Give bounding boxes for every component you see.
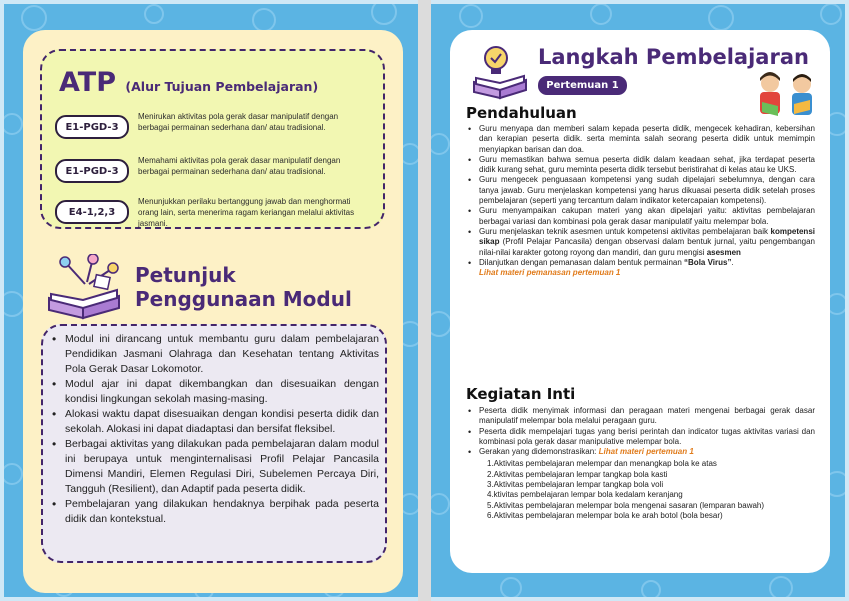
bold-term: asesmen xyxy=(706,247,741,257)
meeting-badge: Pertemuan 1 xyxy=(538,76,627,95)
atp-item xyxy=(55,111,375,151)
list-item: • Modul ini dirancang untuk membantu guru dalam pembelajaran Pendidikan Jasmani Olahraga dan Kesehatan tentang Aktivitas Pola Gerak Dasar Lokomotor. xyxy=(51,332,379,377)
step-item: 3.Aktivitas pembelajaran lempar tangkap bola voli xyxy=(487,480,664,490)
left-content-card xyxy=(23,30,403,593)
pendahuluan-heading: Pendahuluan xyxy=(466,104,577,122)
warmup-material-link[interactable]: Lihat materi pemanasan pertemuan 1 xyxy=(479,268,621,278)
atp-item-text: Menunjukkan perilaku bertanggung jawab dan menghormati orang lain, serta menerima ragam keriangan melalui aktivitas jasmani. xyxy=(138,197,355,228)
list-item: • Guru menyampaikan cakupan materi yang akan dipelajari yaitu: aktivitas pembelajaran berbagai variasi dan kombinasi pola gerak dasar manipulatif yaitu melempar bola. xyxy=(467,206,815,227)
list-item: • Guru memastikan bahwa semua peserta didik dalam keadaan sehat, jika terdapat peserta didik kurang sehat, guru meminta peserta didik tersebut beristirahat di kelas atau ke UKS. xyxy=(467,155,815,176)
left-page xyxy=(4,4,418,597)
list-item: • Guru menyapa dan memberi salam kepada peserta didik, mengecek kehadiran, kebersihan dan kerapian peserta didik. serta meminta salah seorang peserta didik untuk memimpin menyiapkan barisan dan doa. xyxy=(467,124,815,155)
atp-item-text: Menirukan aktivitas pola gerak dasar manipulatif dengan berbagai permainan sederhana dan/ atau tradisional. xyxy=(138,112,339,132)
list-item: • Peserta didik mempelajari tugas yang berisi perintah dan indicator tugas aktivitas variasi dan kombinasi pola gerak dasar manipulative melempar bola. xyxy=(467,427,815,448)
atp-box xyxy=(40,49,385,229)
list-item xyxy=(467,227,815,258)
kegiatan-inti-list xyxy=(467,406,815,521)
list-item: • Alokasi waktu dapat disesuaikan dengan kondisi peserta didik dan sekolah. Alokasi ini dapat diadaptasi dan bersifat fleksibel. xyxy=(51,407,379,437)
bold-term: kompetensi sikap xyxy=(479,226,815,247)
list-item: • Guru mengecek penguasaan kompetensi yang sudah dipelajari sebelumnya, dengan cara tanya jawab. Guru menjelaskan kompetensi yang harus dikuasai peserta didik setelah proses pembelajaran (seperti yang tercantum dalam indikator ketercapaian kompetensi). xyxy=(467,175,815,206)
step-item: 4.ktivitas pembelajaran lempar bola kedalam keranjang xyxy=(487,490,683,500)
petunjuk-title xyxy=(135,263,352,311)
atp-item xyxy=(55,196,375,236)
book-lightbulb-icon xyxy=(470,42,530,100)
right-page xyxy=(431,4,845,597)
assessment-text-cont: (Profil Pelajar Pancasila) dengan observasi dalam bentuk jurnal, yaitu pengembangan nilai-nilai karakter gotong royong dan mandiri, dan guru mengisi xyxy=(479,237,815,257)
warmup-text: Dilanjutkan dengan pemanasan dalam bentuk permainan xyxy=(479,257,685,267)
step-item: 2.Aktivitas pembelajaran lempar tangkap bola kasti xyxy=(487,469,668,479)
demo-steps-list xyxy=(479,459,815,521)
petunjuk-title-line2: Penggunaan Modul xyxy=(135,287,352,311)
step-item: 5.Aktivitas pembelajaran melempar bola mengenai sasaran (lemparan bawah) xyxy=(487,500,765,510)
warmup-text-end: . xyxy=(731,257,734,267)
list-item xyxy=(467,447,815,521)
atp-code-badge: E1-PGD-3 xyxy=(55,115,129,139)
petunjuk-box xyxy=(41,324,387,563)
list-item: • Modul ajar ini dapat dikembangkan dan disesuaikan dengan kondisi lingkungan sekolah masing-masing. xyxy=(51,377,379,407)
page-gutter xyxy=(418,0,431,601)
pendahuluan-list xyxy=(467,124,815,278)
list-item xyxy=(467,258,815,279)
atp-subtitle: (Alur Tujuan Pembelajaran) xyxy=(125,79,319,94)
atp-item xyxy=(55,155,375,195)
assessment-text: Guru menjelaskan teknik asesmen untuk kompetensi aktivitas pembelajaran baik xyxy=(479,226,771,236)
bold-term: “Bola Virus” xyxy=(684,257,732,267)
demo-material-link[interactable]: Lihat materi pertemuan 1 xyxy=(598,447,694,457)
atp-title-main: ATP xyxy=(59,67,117,98)
list-item: • Berbagai aktivitas yang dilakukan pada pembelajaran dalam modul ini berupaya untuk menginternalisasi Profil Pelajar Pancasila Dimensi Mandiri, Elemen Regulasi Diri, Subelemen Percaya Diri, Tangguh (Resilient), dan Adaptif pada peserta didik. xyxy=(51,437,379,497)
step-item: 1.Aktivitas pembelajaran melempar dan menangkap bola ke atas xyxy=(487,459,717,469)
atp-code-badge: E4-1,2,3 xyxy=(55,200,129,224)
list-item: • Peserta didik menyimak informasi dan peragaan materi mengenai berbagai gerak dasar manipulatif melempar bola melalui peragaan guru. xyxy=(467,406,815,427)
atp-code-badge: E1-PGD-3 xyxy=(55,159,129,183)
atp-title xyxy=(59,69,318,96)
petunjuk-list xyxy=(51,332,379,527)
reading-kids-illustration xyxy=(752,70,822,120)
petunjuk-title-line1: Petunjuk xyxy=(135,263,236,287)
step-item: 6.Aktivitas pembelajaran melempar bola ke arah botol (bola besar) xyxy=(487,510,723,520)
page-title: Langkah Pembelajaran xyxy=(538,45,809,69)
demo-text: Gerakan yang didemonstrasikan: xyxy=(479,447,599,457)
open-book-icon xyxy=(45,254,123,320)
list-item: • Pembelajaran yang dilakukan hendaknya berpihak pada peserta didik dan kontekstual. xyxy=(51,497,379,527)
atp-item-text: Memahami aktivitas pola gerak dasar manipulatif dengan berbagai permainan sederhana dan/ atau tradisional. xyxy=(138,156,341,176)
right-content-card xyxy=(450,30,830,573)
kegiatan-inti-heading: Kegiatan Inti xyxy=(466,385,576,403)
